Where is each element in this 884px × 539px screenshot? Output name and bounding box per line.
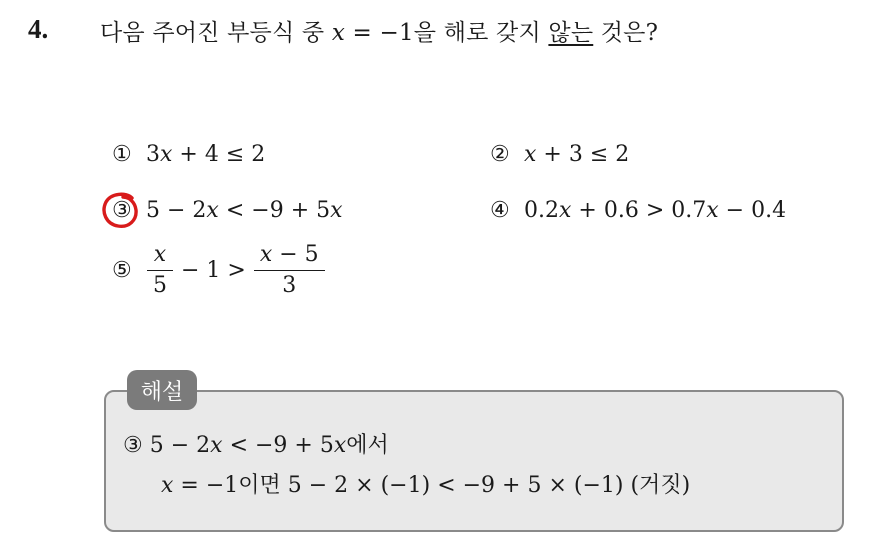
option-5-lhs-fraction: $\frac{x}{5}$: [150, 242, 170, 299]
stem-text-eq: = −1을 해로 갖지: [344, 20, 549, 46]
option-1-expr: 3x + 4 ≤ 2: [146, 142, 266, 167]
option-5[interactable]: [112, 242, 326, 299]
option-5-rhs-fraction: $\frac{x - 5}{3}$: [257, 242, 322, 299]
option-2-expr: x + 3 ≤ 2: [524, 142, 630, 167]
stem-text-pre: 다음 주어진 부등식 중: [100, 20, 332, 46]
option-4-mark: ④: [490, 198, 510, 223]
question-stem: [100, 14, 658, 47]
option-3[interactable]: [112, 198, 343, 223]
stem-variable: x: [331, 20, 345, 46]
option-3-mark: ③: [112, 198, 132, 223]
solution-box: [104, 390, 844, 532]
option-4-expr: 0.2x + 0.6 > 0.7x − 0.4: [524, 198, 787, 223]
solution-line-1: ③ 5 − 2x < −9 + 5x에서: [123, 433, 389, 458]
option-1-mark: ①: [112, 142, 132, 167]
solution-line-2: x = −1이면 5 − 2 × (−1) < −9 + 5 × (−1) (거짓): [161, 473, 691, 498]
option-5-expr: $\frac{x}{5}$ − 1 > $\frac{x - 5}{3}$: [146, 242, 326, 299]
option-3-expr: 5 − 2x < −9 + 5x: [146, 198, 343, 223]
option-2-mark: ②: [490, 142, 510, 167]
option-1[interactable]: [112, 142, 265, 167]
option-5-mark: ⑤: [112, 258, 132, 283]
red-circle-annotation: [101, 190, 141, 230]
question-number: 4.: [28, 14, 49, 44]
stem-text-post: 것은?: [593, 20, 659, 46]
solution-tag: 해설: [127, 370, 197, 410]
option-4[interactable]: [490, 198, 786, 223]
stem-underlined-word: 않는: [548, 20, 594, 46]
option-2[interactable]: [490, 142, 629, 167]
